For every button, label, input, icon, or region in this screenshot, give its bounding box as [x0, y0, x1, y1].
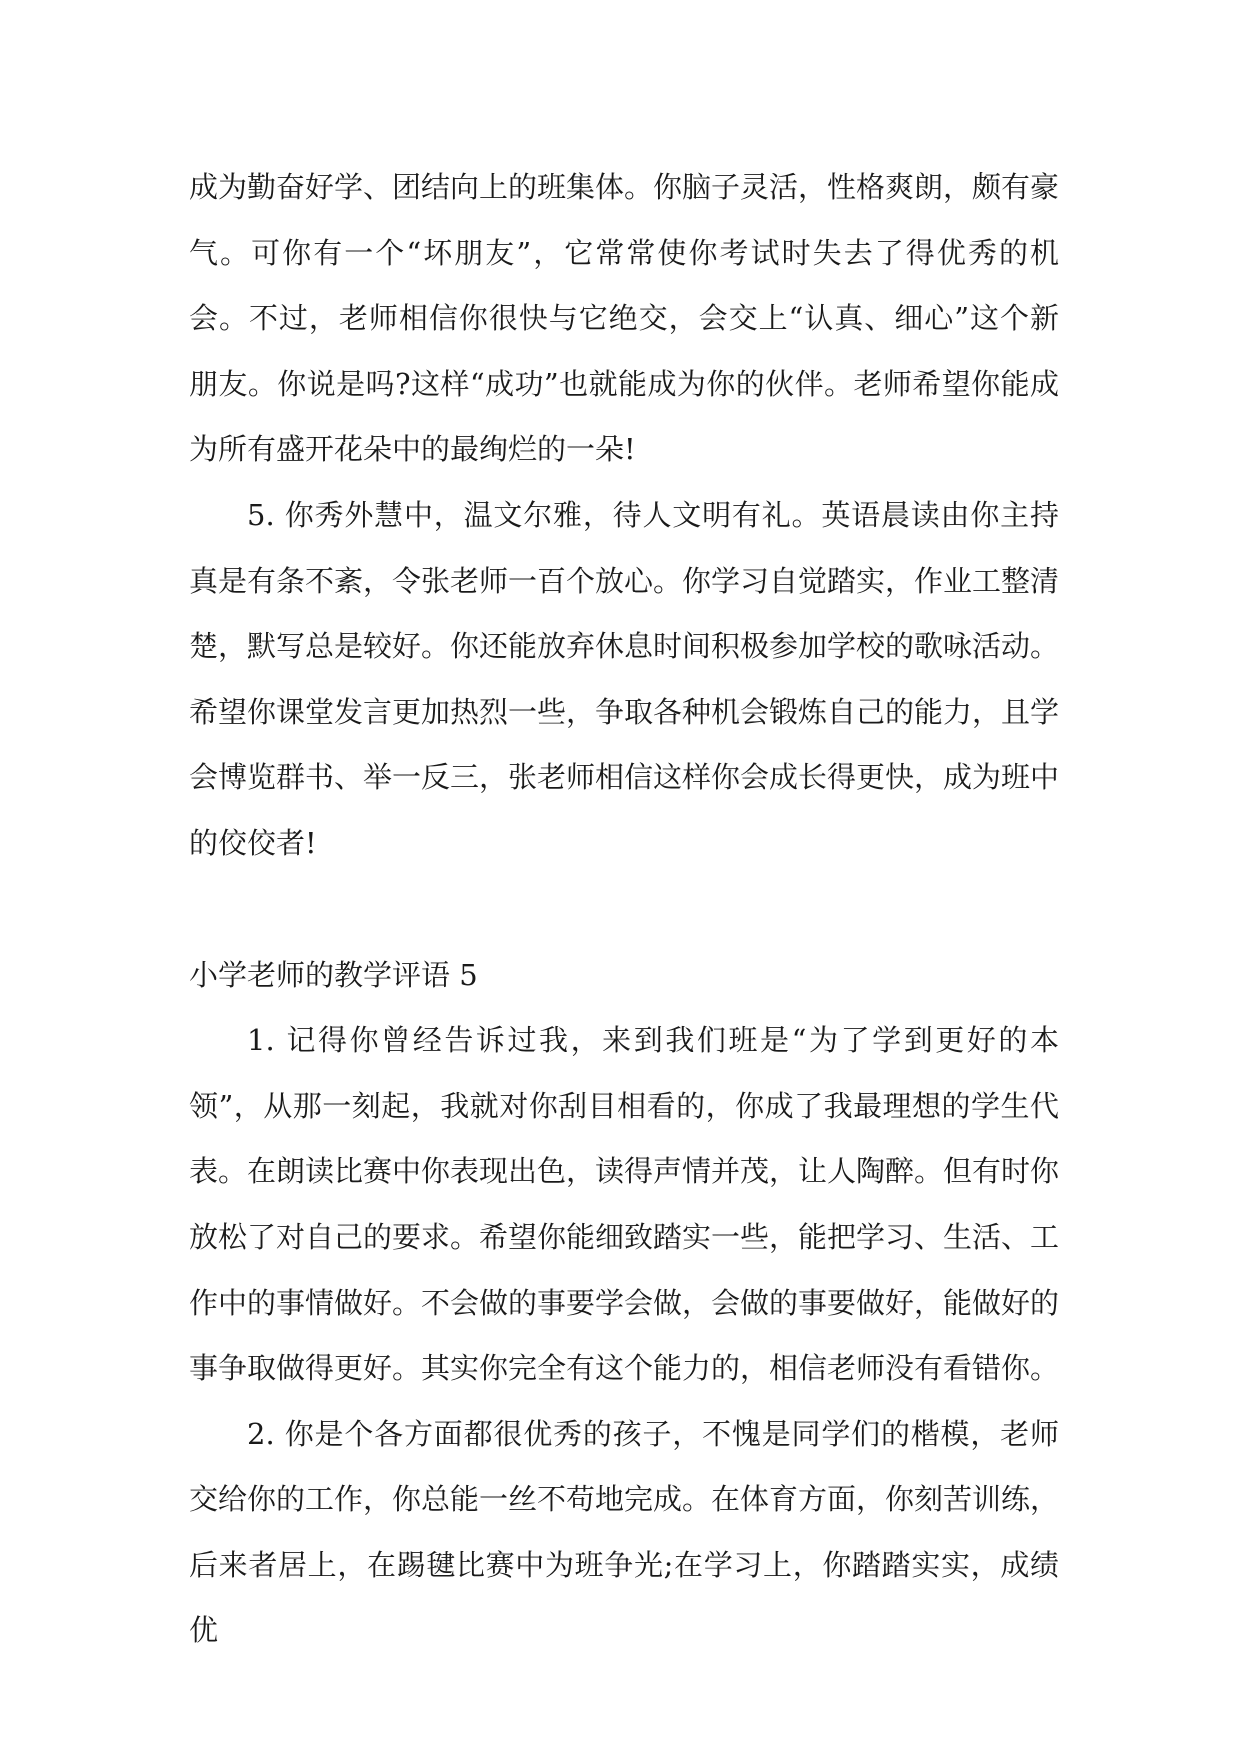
section-heading: 小学老师的教学评语 5	[189, 957, 478, 992]
paragraph-comment-5: 5. 你秀外慧中，温文尔雅，待人文明有礼。英语晨读由你主持真是有条不紊，令张老师一百个放心。你学习自觉踏实，作业工整清楚，默写总是较好。你还能放弃休息时间积极参加学校的歌咏活动。希望你课堂发言更加热烈一些，争取各种机会锻炼自己的能力，且学会博览群书、举一反三，张老师相信这样你会成长得更快，成为班中的佼佼者!	[189, 497, 1060, 860]
paragraph-comment-2: 2. 你是个各方面都很优秀的孩子，不愧是同学们的楷模，老师交给你的工作，你总能一丝不苟地完成。在体育方面，你刻苦训练，后来者居上，在踢毽比赛中为班争光;在学习上，你踏踏实实，成绩优	[189, 1416, 1060, 1648]
section-spacer	[189, 877, 1059, 943]
paragraph-continuation: 成为勤奋好学、团结向上的班集体。你脑子灵活，性格爽朗，颇有豪气。可你有一个“坏朋友”，它常常使你考试时失去了得优秀的机会。不过，老师相信你很快与它绝交，会交上“认真、细心”这个新朋友。你说是吗?这样“成功”也就能成为你的伙伴。老师希望你能成为所有盛开花朵中的最绚烂的一朵!	[189, 170, 1060, 467]
document-body	[189, 155, 1059, 1664]
paragraph-comment-1: 1. 记得你曾经告诉过我，来到我们班是“为了学到更好的本领”，从那一刻起，我就对你刮目相看的，你成了我最理想的学生代表。在朗读比赛中你表现出色，读得声情并茂，让人陶醉。但有时你放松了对自己的要求。希望你能细致踏实一些，能把学习、生活、工作中的事情做好。不会做的事要学会做，会做的事要做好，能做好的事争取做得更好。其实你完全有这个能力的，相信老师没有看错你。	[189, 1023, 1060, 1386]
